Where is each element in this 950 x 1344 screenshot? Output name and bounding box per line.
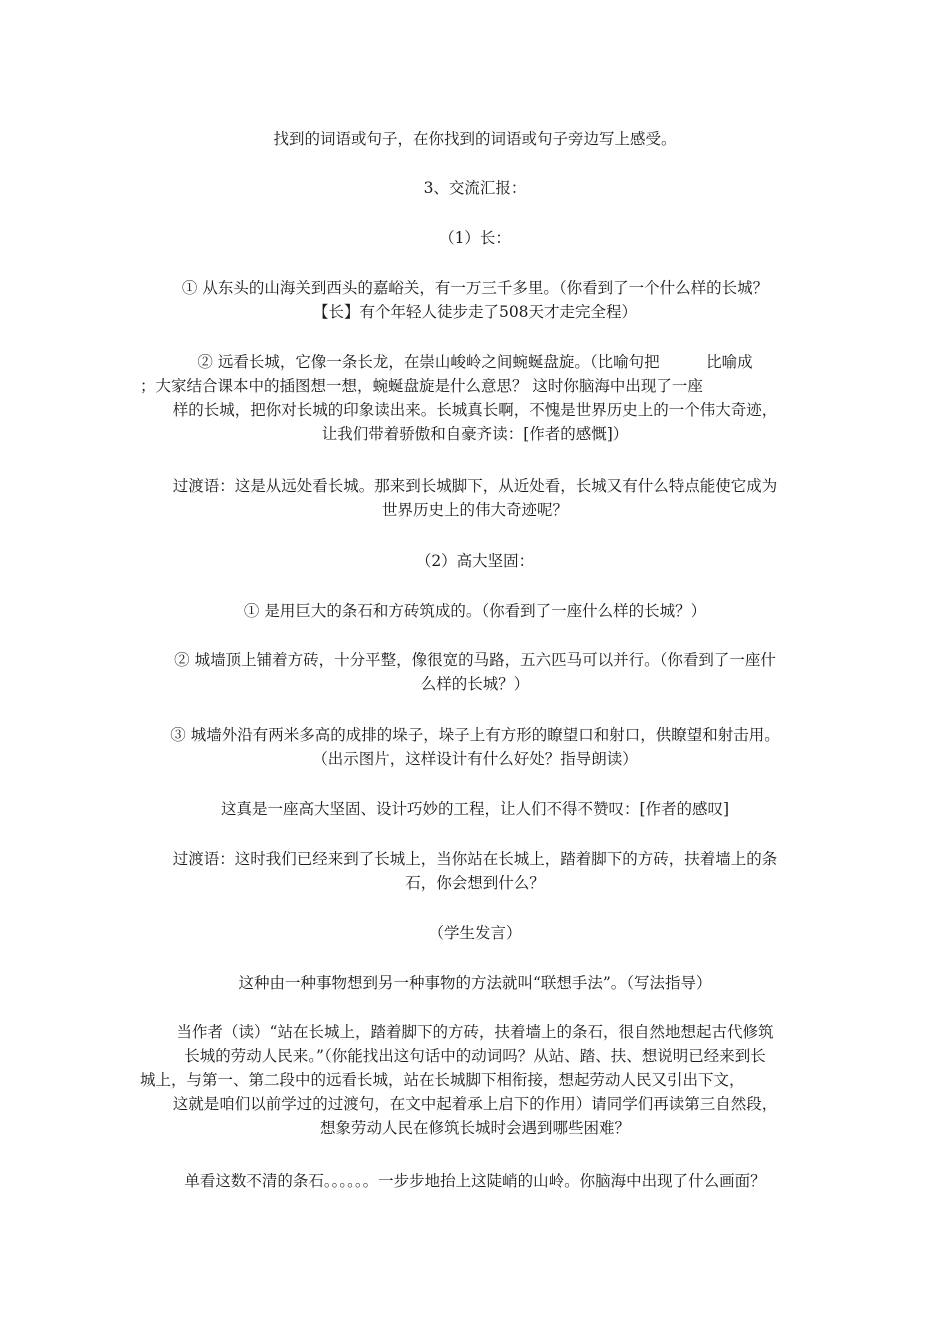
text-line: 想象劳动人民在修筑长城时会遇到哪些困难？	[319, 1119, 630, 1137]
text-line: 世界历史上的伟大奇迹呢？	[381, 501, 568, 519]
text-line: 当作者（读）“站在长城上，踏着脚下的方砖，扶着墙上的条石，很自然地想起古代修筑	[176, 1023, 774, 1041]
text-line: 城上，与第一、第二段中的远看长城，站在长城脚下相衔接，想起劳动人民又引出下文，	[140, 1071, 745, 1089]
text-line: 单看这数不清的条石。。。。。。一步步地抬上这陡峭的山岭。你脑海中出现了什么画面？	[184, 1172, 766, 1190]
text-line: 3、交流汇报：	[423, 179, 527, 197]
paragraph-association	[140, 971, 810, 995]
text-line: 么样的长城？）	[420, 675, 530, 693]
text-line: 过渡语：这是从远处看长城。那来到长城脚下，从近处看，长城又有什么特点能使它成为	[172, 477, 778, 495]
paragraph-point-2	[140, 648, 810, 696]
text-line: ① 从东头的山海关到西头的嘉峪关，有一万三千多里。（你看到了一个什么样的长城？	[181, 279, 769, 297]
text-line: 过渡语：这时我们已经来到了长城上，当你站在长城上，踏着脚下的方砖，扶着墙上的条	[172, 850, 778, 868]
text-line: 让我们带着骄傲和自豪齐读：[作者的感慨]）	[321, 425, 629, 443]
paragraph-admiration	[140, 797, 810, 821]
paragraph-student-speech	[140, 921, 810, 945]
paragraph-intro	[140, 127, 810, 151]
text-line: 这种由一种事物想到另一种事物的方法就叫“联想手法”。（写法指导）	[238, 974, 712, 992]
paragraph-point-1	[140, 599, 810, 623]
paragraph-item-1	[140, 276, 810, 324]
text-line: （1）长：	[439, 229, 511, 247]
text-line: ① 是用巨大的条石和方砖筑成的。（你看到了一座什么样的长城？）	[243, 602, 707, 620]
paragraph-transition-2	[140, 847, 810, 895]
text-line: 样的长城，把你对长城的印象读出来。长城真长啊，不愧是世界历史上的一个伟大奇迹，	[172, 401, 778, 419]
paragraph-item-2	[140, 350, 810, 446]
paragraph-reading-guide	[140, 1020, 810, 1140]
text-line: 找到的词语或句子，在你找到的词语或句子旁边写上感受。	[273, 130, 677, 148]
text-line: 这就是咱们以前学过的过渡句，在文中起着承上启下的作用）请同学们再读第三自然段，	[172, 1095, 778, 1113]
text-line: ；大家结合课本中的插图想一想，蜿蜒盘旋是什么意思？ 这时你脑海中出现了一座	[140, 377, 703, 395]
text-line: ② 城墙顶上铺着方砖，十分平整，像很宽的马路，五六匹马可以并行。（你看到了一座什	[174, 651, 776, 669]
text-line: 石，你会想到什么？	[405, 874, 545, 892]
text-line: （出示图片，这样设计有什么好处？指导朗读）	[312, 750, 638, 768]
paragraph-imagine	[140, 1169, 810, 1193]
text-line: 长城的劳动人民来。”（你能找出这句话中的动词吗？从站、踏、扶、想说明已经来到长	[184, 1047, 766, 1065]
text-line: 这真是一座高大坚固、设计巧妙的工程，让人们不得不赞叹：[作者的感叹]	[220, 800, 730, 818]
text-line: （2）高大坚固：	[415, 552, 535, 570]
text-line: ③ 城墙外沿有两米多高的成排的垛子，垛子上有方形的瞭望口和射口，供瞭望和射击用。	[170, 726, 780, 744]
paragraph-point-3	[140, 723, 810, 771]
paragraph-transition-1	[140, 474, 810, 522]
subheading-tall-sturdy	[140, 549, 810, 573]
section-heading-exchange	[140, 176, 810, 200]
text-line: ② 远看长城，它像一条长龙，在崇山峻岭之间蜿蜒盘旋。（比喻句把 比喻成	[197, 353, 753, 371]
subheading-long	[140, 226, 810, 250]
text-line: （学生发言）	[428, 924, 522, 942]
text-line: 【长】有个年轻人徒步走了508天才走完全程）	[312, 303, 638, 321]
